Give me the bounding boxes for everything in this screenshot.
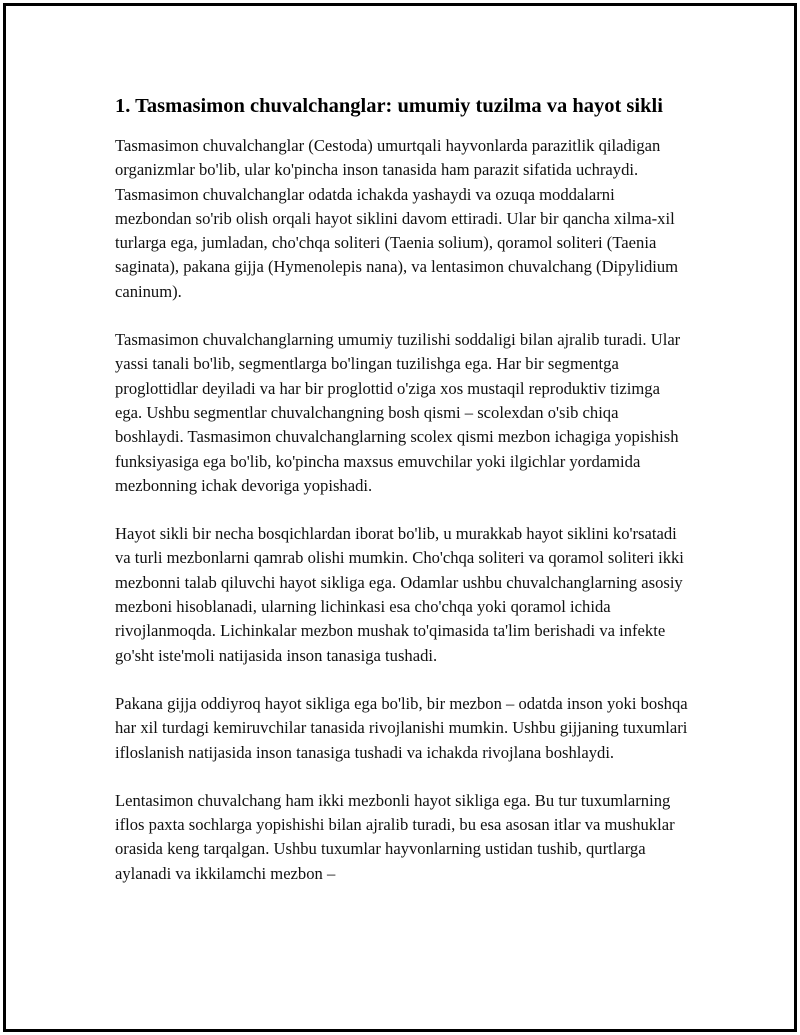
paragraph-dipylidium: Lentasimon chuvalchang ham ikki mezbonli hayot sikliga ega. Bu tur tuxumlarning iflos paxta sochlarga yopishishi bilan ajralib turadi, bu esa asosan itlar va mushuklar orasida keng tarqalgan. Ushbu tuxumlar hayvonlarning ustidan tushib, qurtlarga aylanadi va ikkilamchi mezbon – bbox=[115, 790, 675, 883]
paragraph-life-cycle: Hayot sikli bir necha bosqichlardan iborat bo'lib, u murakkab hayot siklini ko'rsatadi va turli mezbonlarni qamrab olishi mumkin. Cho'chqa soliteri va qoramol soliteri ikki mezbonni talab qiluvchi hayot sikliga ega. Odamlar ushbu chuvalchanglarning asosiy mezboni hisoblanadi, ularning lichinkasi esa cho'chqa yoki qoramol ichida rivojlanmoqda. Lichinkalar mezbon mushak to'qimasida ta'lim berishadi va infekte go'sht iste'moli natijasida inson tanasiga tushadi. bbox=[115, 524, 684, 665]
paragraph-dwarf-tapeworm: Pakana gijja oddiyroq hayot sikliga ega bo'lib, bir mezbon – odatda inson yoki boshqa har xil turdagi kemiruvchilar tanasida rivojlanishi mumkin. Ushbu gijjaning tuxumlari ifloslanish natijasida inson tanasiga tushadi va ichakda rivojlana boshlaydi. bbox=[115, 693, 688, 762]
paragraph-intro: Tasmasimon chuvalchanglar (Cestoda) umurtqali hayvonlarda parazitlik qiladigan organizmlar bo'lib, ular ko'pincha inson tanasida ham parazit sifatida uchraydi. Tasmasimon chuvalchanglar odatda ichakda yashaydi va ozuqa moddalarni mezbondan so'rib olish orqali hayot siklini davom ettiradi. Ular bir qancha xilma-xil turlarga ega, jumladan, cho'chqa soliteri (Taenia solium), qoramol soliteri (Taenia saginata), pakana gijja (Hymenolepis nana), va lentasimon chuvalchang (Dipylidium caninum). bbox=[115, 136, 679, 301]
section-title: 1. Tasmasimon chuvalchanglar: umumiy tuzilma va hayot sikli bbox=[115, 95, 663, 117]
document-body bbox=[115, 92, 690, 910]
paragraph-structure: Tasmasimon chuvalchanglarning umumiy tuzilishi soddaligi bilan ajralib turadi. Ular yassi tanali bo'lib, segmentlarga bo'lingan tuzilishga ega. Har bir segmentga proglottidlar deyiladi va har bir proglottid o'ziga xos mustaqil reproduktiv tizimga ega. Ushbu segmentlar chuvalchangning bosh qismi – scolexdan o'sib chiqa boshlaydi. Tasmasimon chuvalchanglarning scolex qismi mezbon ichagiga yopishish funksiyasiga ega bo'lib, ko'pincha maxsus emuvchilar yoki ilgichlar yordamida mezbonning ichak devoriga yopishadi. bbox=[115, 330, 681, 495]
